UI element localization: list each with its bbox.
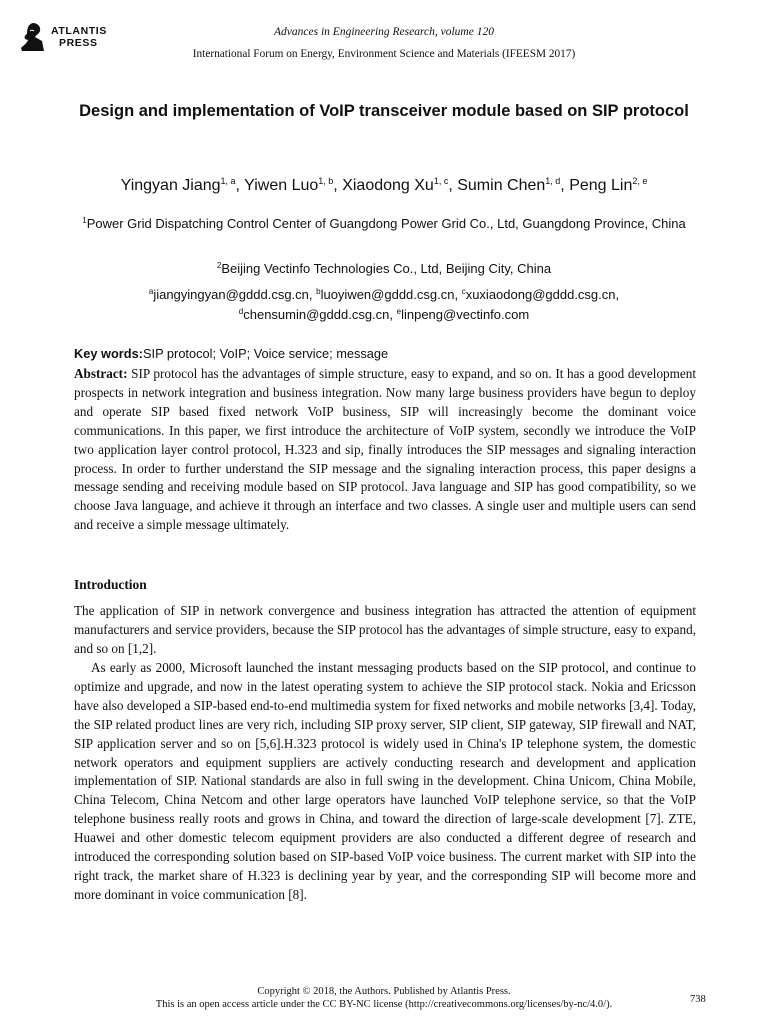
author-name: Xiaodong Xu <box>342 177 434 194</box>
email-mark: e <box>396 307 402 316</box>
intro-paragraph-1: The application of SIP in network convergence and business integration has attracted the attention of equipment manufacturers and service providers, because the SIP protocol has the advantages of simple structure, easy to expand, and so on [1,2]. <box>74 603 696 656</box>
abstract-text: SIP protocol has the advantages of simple structure, easy to expand, and so on. It has a good development prospects in network integration and business integration. Now many large business providers have begun to deploy and operate SIP based fixed network VoIP business, SIP will increasingly become the dominant voice communications. In this paper, we first introduce the architecture of VoIP system, secondly we introduce the VoIP two application layer control protocol, H.323 and sip, finally introduces the SIP messages and signaling interaction process. In order to further understand the SIP message and the signaling interaction process, this paper designs a message sending and receiving module based on SIP protocol. Java language and SIP has good compatibility, so we choose Java language, and achieve it through an interface and two classes. A single user and multiple users can send and receive a simple message ultimately. <box>74 366 697 533</box>
email-address[interactable]: xuxiaodong@gddd.csg.cn <box>465 287 616 302</box>
copyright-notice: Copyright © 2018, the Authors. Published by Atlantis Press. <box>257 986 511 997</box>
forum-name: International Forum on Energy, Environment Science and Materials (IFEESM 2017) <box>192 48 576 60</box>
affiliation-mark: 2 <box>216 261 222 270</box>
keywords-text: SIP protocol; VoIP; Voice service; message <box>142 346 389 361</box>
author-name: Sumin Chen <box>457 177 546 194</box>
email-mark: d <box>238 307 244 316</box>
affiliation-mark: 1 <box>82 216 87 225</box>
affiliation-2 <box>70 259 698 279</box>
intro-paragraph-2: As early as 2000, Microsoft launched the instant messaging products based on the SIP protocol, and continue to optimize and upgrade, and now in the latest operating system to achieve the SIP protocol stack. Nokia and Ericsson have also developed a SIP-based end-to-end multimedia system for fixed networks and mobile networks [3,4]. Today, the SIP related product lines are very rich, including SIP proxy server, SIP client, SIP gateway, SIP firewall and NAT, SIP application server and so on [5,6].H.323 protocol is widely used in China's IP telephone system, the domestic network operators and equipment suppliers are actively conducting research and development and application implementation of SIP. National standards are also in full swing in the development. China Unicom, China Mobile, China Telecom, China Netcom and other large operators have launched VoIP telephone service, so that the VoIP telephone business really roots and grows in China, and toward the direction of large-scale development [7]. ZTE, Huawei and other domestic telecom equipment providers are also conducted a different degree of research and introduced the corresponding solution based on SIP-based VoIP voice business. The current market with SIP into the right track, the market share of H.323 is declining year by year, and the corresponding SIP will become more and more dominant in voice communication [8]. <box>74 660 696 902</box>
page-number: 738 <box>690 994 706 1005</box>
affiliation-1 <box>70 214 698 234</box>
email-address[interactable]: linpeng@vectinfo.com <box>401 307 530 322</box>
affiliation-text: Beijing Vectinfo Technologies Co., Ltd, Beijing City, China <box>221 261 552 276</box>
author-separator: , <box>333 177 343 194</box>
license-notice: This is an open access article under the CC BY-NC license (http://creativecommons.org/licenses/by-nc/4.0/). <box>155 999 613 1010</box>
email-separator: , <box>389 307 397 322</box>
author-name: Yiwen Luo <box>244 177 319 194</box>
author-name: Yingyan Jiang <box>120 177 221 194</box>
affiliation-text: Power Grid Dispatching Control Center of Guangdong Power Grid Co., Ltd, Guangdong Province, China <box>86 216 686 231</box>
author-affiliation-mark: 1, c <box>433 176 449 186</box>
journal-name: Advances in Engineering Research, volume 120 <box>274 26 494 38</box>
author-emails <box>70 285 698 325</box>
author-affiliation-mark: 2, e <box>632 176 648 186</box>
email-address[interactable]: luoyiwen@gddd.csg.cn <box>320 287 455 302</box>
email-separator: , <box>454 287 462 302</box>
email-mark: c <box>461 287 466 296</box>
author-separator: , <box>235 177 245 194</box>
author-separator: , <box>560 177 570 194</box>
author-affiliation-mark: 1, a <box>220 176 236 186</box>
email-separator: , <box>615 287 620 302</box>
section-heading-introduction: Introduction <box>74 577 147 592</box>
logo-line-1: ATLANTIS <box>51 25 107 37</box>
email-mark: b <box>316 287 321 296</box>
author-affiliation-mark: 1, d <box>545 176 561 186</box>
keywords-label: Key words: <box>74 346 143 361</box>
author-separator: , <box>448 177 458 194</box>
email-address[interactable]: jiangyingyan@gddd.csg.cn <box>153 287 309 302</box>
paper-title: Design and implementation of VoIP transceiver module based on SIP protocol <box>79 102 689 120</box>
logo-line-2: PRESS <box>59 37 98 49</box>
email-separator: , <box>308 287 317 302</box>
author-list <box>0 177 768 195</box>
email-mark: a <box>148 287 154 296</box>
abstract-label: Abstract: <box>74 366 128 381</box>
author-name: Peng Lin <box>569 177 633 194</box>
author-affiliation-mark: 1, b <box>318 176 334 186</box>
keywords <box>74 346 388 361</box>
abstract <box>74 365 696 535</box>
email-address[interactable]: chensumin@gddd.csg.cn <box>243 307 390 322</box>
